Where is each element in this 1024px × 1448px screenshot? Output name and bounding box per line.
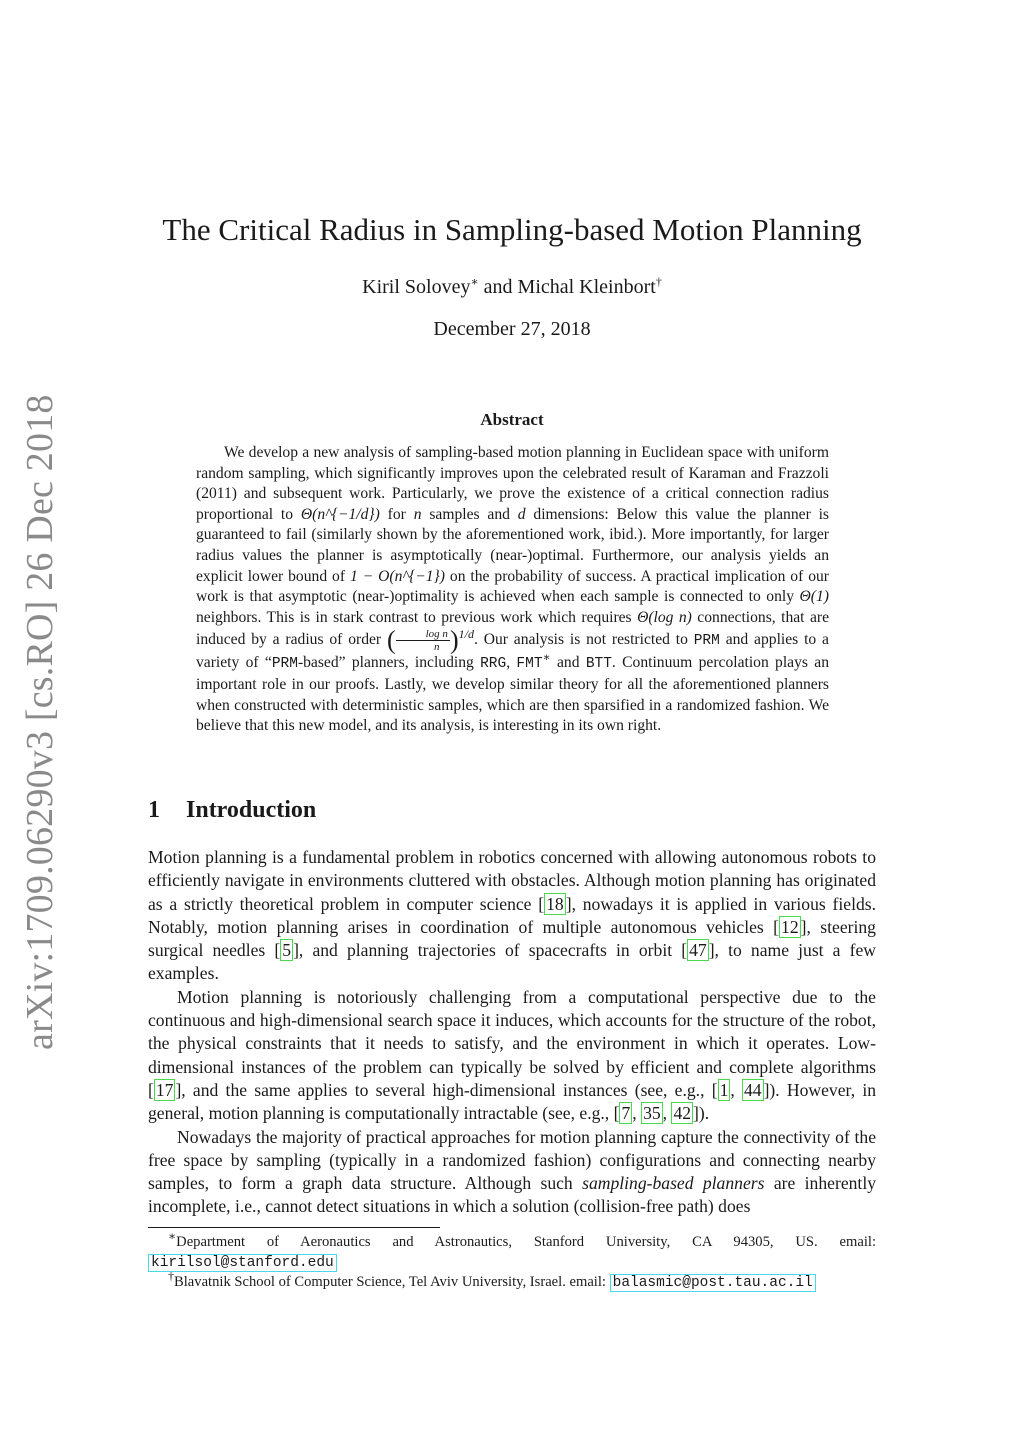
footnote-rule bbox=[148, 1227, 440, 1228]
section-title: Introduction bbox=[186, 797, 317, 823]
citation-link[interactable]: 44 bbox=[743, 1079, 762, 1100]
paper-date: December 27, 2018 bbox=[433, 318, 591, 340]
citation-link[interactable]: 18 bbox=[546, 893, 564, 914]
math-expression: Θ(log n) bbox=[637, 608, 692, 626]
citation-link[interactable]: 47 bbox=[689, 940, 707, 961]
planner-name: PRM bbox=[271, 656, 298, 673]
radius-formula: ( $\frac{\text{log n}}{n}$ )$^{1/d}$ bbox=[386, 625, 474, 655]
email-link[interactable]: balasmic@post.tau.ac.il bbox=[610, 1274, 816, 1292]
arxiv-side-label: arXiv:1709.06290v3 [cs.RO] 26 Dec 2018 bbox=[19, 394, 61, 1050]
citation-link[interactable]: 1 bbox=[719, 1079, 729, 1100]
citation-link[interactable]: 5 bbox=[282, 940, 292, 961]
fraction-denominator: n bbox=[434, 641, 440, 654]
citation-link[interactable]: 12 bbox=[781, 916, 799, 937]
citation-link[interactable]: 17 bbox=[155, 1079, 174, 1100]
footnote-affiliation: ∗Department of Aeronautics and Astronautics, Stanford University, CA 94305, US. email: kirilsol@stanford.edu bbox=[148, 1233, 876, 1273]
abstract-paragraph: We develop a new analysis of sampling-based motion planning in Euclidean space with uniform random sampling, which significantly improves upon the celebrated result of Karaman and Frazzoli (2011) and subsequent work. Particularly, we prove the existence of a critical connection radius proportional to Θ(n^{−1/d}) for n samples and d dimensions: Below this value the planner is guaranteed to fail (similarly shown by the aforementioned work, ibid.). More importantly, for larger radius values the planner is asymptotically (near-)optimal. Furthermore, our analysis yields an explicit lower bound of 1 − O(n^{−1}) on the probability of success. A practical implication of our work is that asymptotic (near-)optimality is achieved when each sample is connected to only Θ(1) neighbors. This is in stark contrast to previous work which requires Θ(log n) connections, that are induced by a radius of order ( $\frac{\text{log n}}{n}$ )$^{1/d}$. Our analysis is not restricted to PRM and applies to a variety of “PRM-based” planners, including RRG, FMT∗ and BTT. Continuum percolation plays an important role in our proofs. Lastly, we develop similar theory for all the aforementioned planners when constructed with deterministic samples, which are then sparsified in a randomized fashion. We believe that this new model, and its analysis, is interesting in its own right. bbox=[196, 444, 830, 735]
abstract-body bbox=[196, 443, 829, 737]
footnote-mark: ∗ bbox=[470, 274, 479, 289]
emphasized-term: sampling-based planners bbox=[582, 1173, 765, 1194]
citation-link[interactable]: 7 bbox=[621, 1103, 631, 1124]
section-number: 1 bbox=[148, 797, 160, 823]
formula-exponent: 1/d bbox=[458, 627, 474, 642]
planner-name: FMT bbox=[516, 656, 543, 673]
section-heading bbox=[148, 797, 316, 824]
citation-link[interactable]: 42 bbox=[673, 1103, 692, 1124]
author-joiner: and bbox=[478, 276, 518, 298]
body-paragraph: Motion planning is a fundamental problem in robotics concerned with allowing autonomous robots to efficiently navigate in environments cluttered with obstacles. Although motion planning has originated as a strictly theoretical problem in computer science [ 18 ], nowadays it is applied in various fields. Notably, motion planning arises in coordination of multiple autonomous vehicles [ 12 ], steering surgical needles [ 5 ], and planning trajectories of spacecrafts in orbit [ 47 ], to name just a few examples. bbox=[148, 847, 877, 984]
introduction-body bbox=[148, 846, 876, 1219]
math-expression: 1 − O(n^{−1}) bbox=[349, 567, 445, 585]
math-expression: n bbox=[413, 505, 422, 523]
math-expression: Θ(1) bbox=[799, 588, 829, 606]
body-paragraph: Nowadays the majority of practical approaches for motion planning capture the connectivity of the free space by sampling (typically in a randomized fashion) configurations and connecting nearby samples, to form a graph data structure. Although such sampling-based planners are inherently incomplete, i.e., cannot detect situations in which a solution (collision-free path) does bbox=[148, 1126, 876, 1217]
footnote-mark: † bbox=[655, 274, 662, 289]
footnote-affiliation: †Blavatnik School of Computer Science, Tel Aviv University, Israel. email: balasmic@post.tau.ac.il bbox=[148, 1273, 876, 1294]
paper-title: The Critical Radius in Sampling-based Motion Planning bbox=[162, 212, 862, 247]
fraction-numerator: log n bbox=[396, 628, 450, 641]
author-name: Kiril Solovey bbox=[362, 276, 471, 298]
math-expression: Θ(n^{−1/d}) bbox=[300, 505, 380, 523]
abstract-heading: Abstract bbox=[480, 410, 544, 429]
planner-name: PRM bbox=[693, 633, 720, 650]
citation-link[interactable]: 35 bbox=[643, 1103, 661, 1124]
body-paragraph: Motion planning is notoriously challenging from a computational perspective due to the continuous and high-dimensional search space it induces, which accounts for the structure of the robot, the physical constraints that it needs to satisfy, and the environment in which it operates. Low-dimensional instances of the problem can typically be solved by efficient and complete algorithms [ 17 ], and the same applies to several high-dimensional instances (see, e.g., [ 1 , 44 ]). However, in general, motion planning is computationally intractable (see, e.g., [ 7 , 35 , 42 ]). bbox=[148, 986, 876, 1124]
planner-name: BTT bbox=[585, 656, 612, 673]
footnotes bbox=[148, 1229, 876, 1294]
author-line bbox=[0, 276, 1024, 299]
author-name: Michal Kleinbort bbox=[517, 276, 656, 298]
math-expression: d bbox=[517, 505, 526, 523]
planner-name: RRG bbox=[480, 656, 507, 673]
email-link[interactable]: kirilsol@stanford.edu bbox=[148, 1254, 337, 1272]
